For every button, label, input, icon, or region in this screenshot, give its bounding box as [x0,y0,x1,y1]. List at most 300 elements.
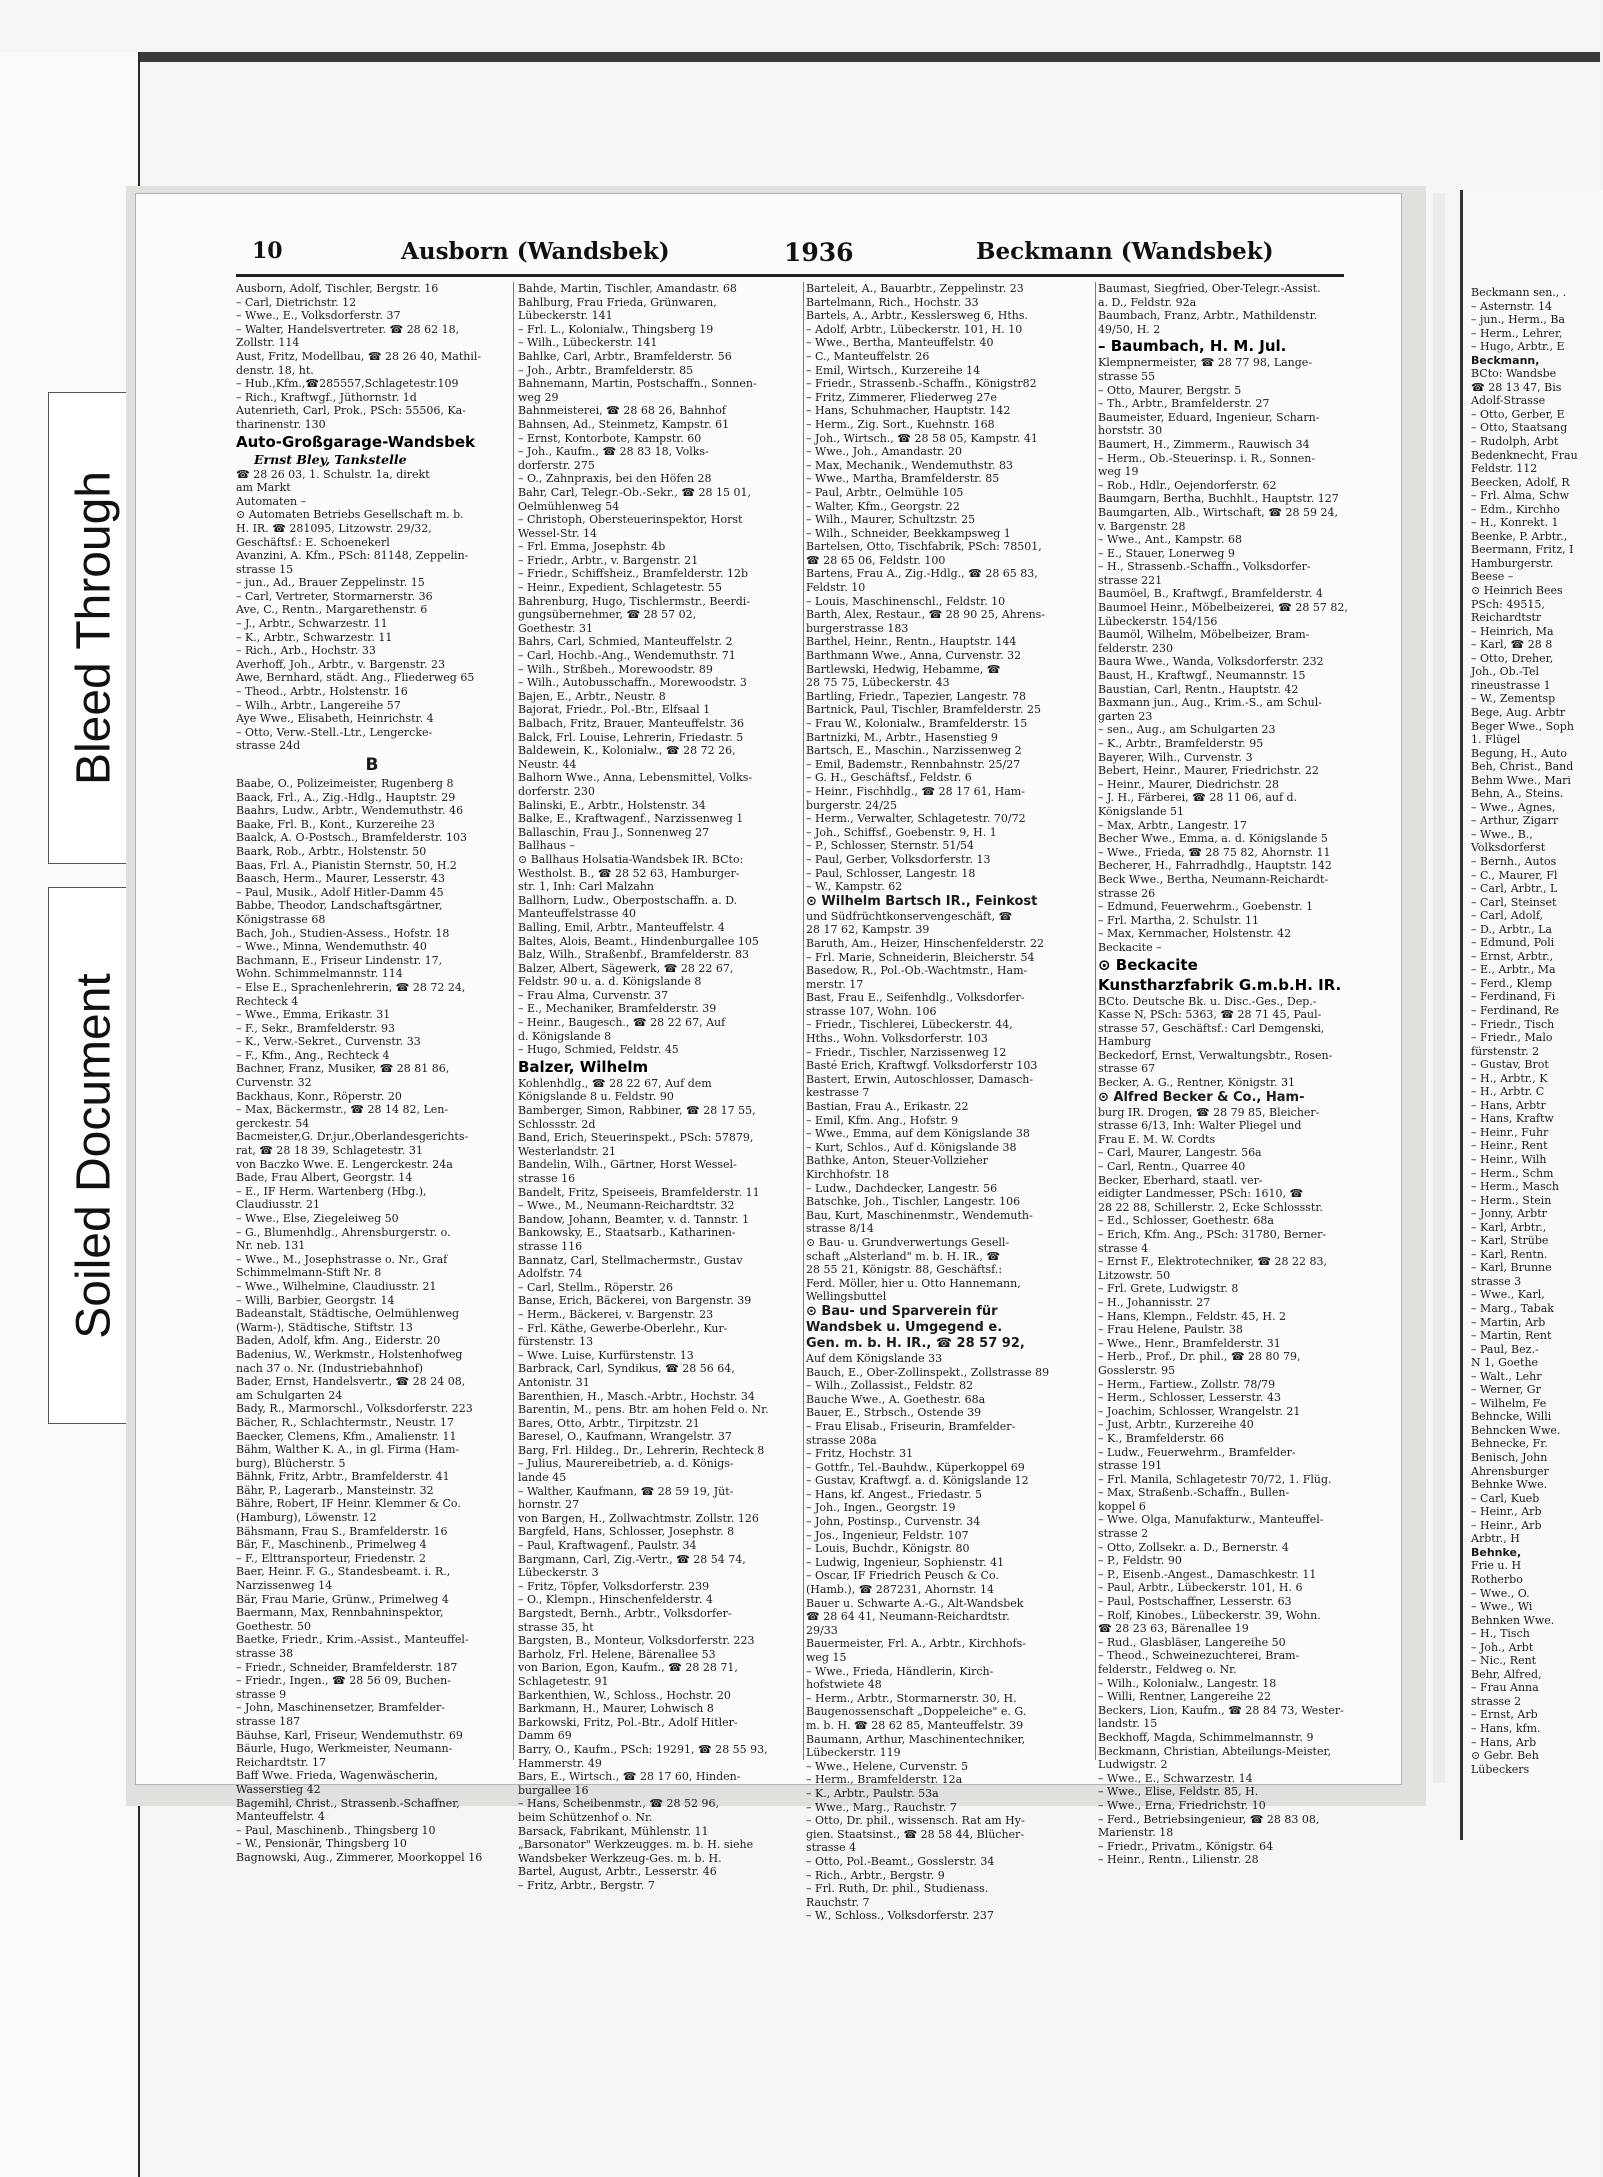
directory-entry: dorferstr. 275 [518,458,595,472]
directory-entry: strasse 15 [236,562,294,576]
directory-entry: Becker, A. G., Rentner, Königstr. 31 [1098,1076,1296,1090]
directory-entry: 28 55 21, Königstr. 88, Geschäftsf.: [806,1263,1003,1277]
directory-entry: Barth, Alex, Restaur., ☎ 28 90 25, Ahrens- [806,608,1046,622]
directory-entry: – Wwe., Else, Ziegeleiweg 50 [236,1212,399,1225]
directory-entry: Beckmann, Christian, Abteilungs-Meister, [1098,1744,1332,1758]
directory-entry: Gosslerstr. 95 [1098,1363,1176,1377]
directory-entry: Klempnermeister, ☎ 28 77 98, Lange- [1098,356,1313,370]
directory-entry: – Martin, Rent [1471,1329,1552,1343]
directory-entry: – Herm., Schlosser, Lesserstr. 43 [1098,1391,1282,1405]
directory-entry: Begung, H., Auto [1471,746,1567,760]
directory-entry: – Joh., Kaufm., ☎ 28 83 18, Volks- [518,445,709,459]
directory-entry: BCto. Deutsche Bk. u. Disc.-Ges., Dep.- [1098,994,1317,1008]
directory-entry: – Paul, Bez.- [1471,1342,1539,1356]
directory-entry: Barkowski, Fritz, Pol.-Btr., Adolf Hitler- [518,1715,738,1729]
directory-entry: – Wwe., Frieda, ☎ 28 75 82, Ahornstr. 11 [1098,845,1331,859]
directory-entry: Litzowstr. 50 [1098,1268,1171,1282]
directory-entry: Lübeckerstr. 3 [518,1566,599,1580]
directory-entry: – Heinr., Fischhdlg., ☎ 28 17 61, Ham- [806,784,1025,798]
directory-entry: strasse 38 [236,1647,294,1660]
directory-entry: Bartels, A., Arbtr., Kesslersweg 6, Hths. [806,309,1028,323]
directory-entry: Balzer, Albert, Sägewerk, ☎ 28 22 67, [518,961,734,975]
directory-entry: – Max, Arbtr., Langestr. 17 [1098,818,1247,832]
directory-entry: Becherer, H., Fahrradhdlg., Hauptstr. 142 [1098,859,1332,873]
column-4 [1098,282,1348,1867]
directory-entry: strasse 57, Geschäftsf.: Carl Demgenski, [1098,1021,1325,1035]
directory-entry: – Wilh., Zollassist., Feldstr. 82 [806,1379,974,1393]
directory-entry: Ludwigstr. 2 [1098,1758,1168,1772]
soiled-document-text: Soiled Document [67,972,121,1339]
directory-entry: denstr. 18, ht. [236,363,314,377]
directory-entry: – Ernst, Arbtr., [1471,949,1554,963]
directory-entry: hornstr. 27 [518,1498,580,1512]
directory-entry: – Herm., Lehrer, [1471,326,1563,340]
directory-entry: – Carl, Stellm., Röperstr. 26 [518,1280,673,1294]
directory-entry: – E., Arbtr., Ma [1471,963,1556,977]
directory-entry: Barholz, Frl. Helene, Bärenallee 53 [518,1647,716,1661]
directory-entry: burg IR. Drogen, ☎ 28 79 85, Bleicher- [1098,1105,1320,1119]
directory-entry: Marienstr. 18 [1098,1826,1174,1840]
directory-entry: lande 45 [518,1471,567,1485]
directory-entry: – Friedr., Schneider, Bramfelderstr. 187 [236,1660,458,1674]
directory-entry: Bargfeld, Hans, Schlosser, Josephstr. 8 [518,1525,735,1539]
column-divider [803,282,804,1760]
directory-entry: – Erich, Kfm. Ang., PSch: 31780, Berner- [1098,1228,1327,1241]
directory-entry: – Arthur, Zigarr [1471,814,1559,828]
directory-entry: Claudiusstr. 21 [236,1198,320,1212]
directory-entry: tharinenstr. 130 [236,417,326,431]
directory-entry: strasse 116 [518,1239,583,1253]
directory-entry: – Carl, Dietrichstr. 12 [236,295,357,309]
directory-entry: Aust, Fritz, Modellbau, ☎ 28 26 40, Mathil- [236,349,482,363]
directory-entry: – P., Feldstr. 90 [1098,1554,1182,1568]
directory-entry: Baldewein, K., Kolonialw., ☎ 28 72 26, [518,744,736,758]
directory-entry: Baresel, O., Kaufmann, Wrangelstr. 37 [518,1430,732,1444]
directory-entry: – Theod., Arbtr., Holstenstr. 16 [236,685,408,699]
directory-entry: – E., Stauer, Lonerweg 9 [1098,546,1235,560]
directory-entry: – Wwe., Wilhelmine, Claudiusstr. 21 [236,1279,437,1293]
directory-entry: Schlagetestr. 91 [518,1674,609,1688]
directory-entry: Bayerer, Wilh., Curvenstr. 3 [1098,750,1253,764]
directory-entry: ⊙ Bau- u. Grundverwertungs Gesell- [806,1235,1010,1249]
directory-entry: – Gottfr., Tel.-Bauhdw., Küperkoppel 69 [806,1460,1025,1474]
directory-entry: – Heinr., Wilh [1471,1153,1547,1166]
directory-entry: – H., Arbtr., K [1471,1071,1548,1085]
directory-entry: ⊙ Heinrich Bees [1471,584,1563,598]
directory-entry: Bahlburg, Frau Frieda, Grünwaren, [518,295,717,309]
directory-entry: – Hans, Kraftw [1471,1112,1554,1126]
directory-entry: Frie u. H [1471,1559,1522,1573]
column-divider [1095,282,1096,1760]
advertisement-entry: ⊙ Alfred Becker & Co., Ham- [1098,1089,1305,1105]
directory-entry: – Wwe., Erna, Friedrichstr. 10 [1098,1798,1266,1812]
directory-entry: Behncke, Willi [1471,1410,1552,1424]
directory-entry: Rotherbo [1471,1572,1523,1586]
directory-entry: – Hugo, Schmied, Feldstr. 45 [518,1043,679,1057]
directory-entry: – Fritz, Zimmerer, Fliederweg 27e [806,390,997,404]
directory-entry: Bader, Ernst, Handelsvertr., ☎ 28 24 08, [236,1375,466,1389]
directory-entry: Behn, A., Steins. [1471,787,1564,801]
directory-entry: – Paul, Postschaffner, Lesserstr. 63 [1098,1595,1292,1609]
directory-entry: Automaten – [236,494,307,508]
directory-entry: Avanzini, A. Kfm., PSch: 81148, Zeppelin- [236,549,469,563]
directory-entry: – Wilh., Kolonialw., Langestr. 18 [1098,1676,1277,1690]
directory-entry: – Rob., Hdlr., Oejendorferstr. 62 [1098,478,1277,492]
directory-entry: strasse 4 [1098,1241,1149,1255]
directory-entry: Bastert, Erwin, Autoschlosser, Damasch- [806,1072,1034,1086]
directory-entry: ☎ 28 65 06, Feldstr. 100 [806,553,946,567]
directory-entry: – Ferdinand, Fi [1471,990,1556,1004]
advertisement-entry: – Baumbach, H. M. Jul. [1098,337,1287,356]
directory-entry: Barkmann, H., Maurer, Lohwisch 8 [518,1702,714,1716]
directory-entry: Manteuffelstr. 4 [236,1810,325,1824]
directory-entry: Ave, C., Rentn., Margarethenstr. 6 [236,603,428,617]
directory-entry: Bähm, Walther K. A., in gl. Firma (Ham- [236,1443,460,1457]
directory-entry: – Frl. Alma, Schw [1471,489,1570,503]
directory-entry: – Martin, Arb [1471,1315,1546,1329]
advertisement-entry: ⊙ Beckacite [1098,955,1198,974]
directory-entry: – W., Zementsp [1471,692,1556,706]
directory-entry: – Rudolph, Arbt [1471,435,1559,449]
directory-entry: strasse 187 [236,1714,301,1728]
directory-entry: Beckmann sen., . [1471,286,1567,299]
directory-entry: Barthmann Wwe., Anna, Curvenstr. 32 [806,649,1022,663]
directory-entry: – Wwe., Emma, auf dem Königslande 38 [806,1127,1030,1141]
directory-entry: – F., Sekr., Bramfelderstr. 93 [236,1021,396,1035]
directory-entry: strasse 9 [236,1687,287,1701]
directory-entry: merstr. 17 [806,977,864,991]
directory-entry: – Gustav, Brot [1471,1058,1549,1072]
directory-entry: Baer, Heinr. F. G., Standesbeamt. i. R., [236,1565,451,1579]
directory-entry: Ballhorn, Ludw., Oberpostschaffn. a. D. [518,893,738,907]
directory-entry: Kirchhofstr. 18 [806,1168,890,1181]
directory-entry: – Karl, Strübe [1471,1234,1549,1248]
directory-entry: Ferd. Möller, hier u. Otto Hannemann, [806,1276,1021,1290]
directory-entry: – C., Maurer, Fl [1471,868,1558,882]
directory-entry: Barentin, M., pens. Btr. am hohen Feld o. Nr. [518,1403,769,1417]
directory-entry: strasse 67 [1098,1062,1156,1076]
directory-entry: – Ernst F., Elektrotechniker, ☎ 28 22 83, [1098,1255,1328,1269]
directory-entry: – E., Mechaniker, Bramfelderstr. 39 [518,1002,717,1016]
directory-entry: – Wwe., Helene, Curvenstr. 5 [806,1759,969,1773]
directory-entry: Lübeckerstr. 154/156 [1098,614,1218,628]
directory-entry: strasse 55 [1098,369,1156,383]
directory-entry: Beck Wwe., Bertha, Neumann-Reichardt- [1098,872,1329,886]
directory-entry: – K., Arbtr., Paulstr. 53a [806,1786,939,1800]
directory-entry: Westholst. B., ☎ 28 52 63, Hamburger- [518,866,740,880]
directory-entry: – Wwe., Elise, Feldstr. 85, H. [1098,1785,1259,1799]
column-divider [513,282,514,1760]
directory-entry: – P., Schlosser, Sternstr. 51/54 [806,839,975,853]
directory-entry: und Südfrüchtkonservengeschäft, ☎ [806,909,1013,923]
directory-entry: Bartens, Frau A., Zig.-Hdlg., ☎ 28 65 83, [806,567,1038,581]
directory-entry: – Hub.,Kfm.,☎285557,Schlagetestr.109 [236,377,459,391]
directory-entry: – Friedr., Privatm., Königstr. 64 [1098,1839,1274,1853]
directory-entry: Auf dem Königslande 33 [806,1351,943,1365]
directory-entry: 28 75 75, Lübeckerstr. 43 [806,676,950,690]
header-rule [236,274,1344,277]
directory-entry: ⊙ Ballhaus Holsatia-Wandsbek IR. BCto: [518,852,744,866]
directory-entry: – Fritz, Arbtr., Bergstr. 7 [518,1878,655,1892]
directory-entry: – O., Klempn., Hinschenfelderstr. 4 [518,1593,713,1607]
directory-entry: Lübeckerstr. 119 [806,1746,901,1760]
directory-entry: strasse 191 [1098,1459,1163,1473]
directory-entry: – Joh., Wirtsch., ☎ 28 58 05, Kampstr. 41 [806,431,1038,445]
directory-entry: – Wwe., Ant., Kampstr. 68 [1098,533,1243,547]
directory-entry: – Willi, Barbier, Georgstr. 14 [236,1293,395,1307]
directory-entry: – Wwe., Minna, Wendemuthstr. 40 [236,940,427,954]
directory-entry: – Hans, Schuhmacher, Hauptstr. 142 [806,404,1011,418]
directory-entry: Baumast, Siegfried, Ober-Telegr.-Assist. [1098,282,1321,295]
directory-entry: Frau E. M. W. Cordts [1098,1132,1216,1146]
directory-entry: Bauer u. Schwarte A.-G., Alt-Wandsbek [806,1596,1024,1610]
directory-entry: Averhoff, Joh., Arbtr., v. Bargenstr. 23 [236,657,445,671]
directory-entry: Beckers, Lion, Kaufm., ☎ 28 84 73, Wester- [1098,1703,1344,1717]
directory-entry: Baecker, Clemens, Kfm., Amalienstr. 11 [236,1429,457,1443]
directory-entry: – Carl, Hochb.-Ang., Wendemuthstr. 71 [518,649,736,663]
directory-entry: Bartnick, Paul, Tischler, Bramfelderstr. 25 [806,703,1041,717]
directory-entry: Beermann, Fritz, I [1471,543,1574,557]
advertisement-entry: Gen. m. b. H. IR., ☎ 28 57 92, [806,1335,1025,1351]
directory-entry: – W., Kampstr. 62 [806,880,903,894]
directory-entry: – Max, Mechanik., Wendemuthstr. 83 [806,458,1014,472]
directory-entry: Basedow, R., Pol.-Ob.-Wachtmstr., Ham- [806,964,1028,978]
directory-entry: – Rich., Arb., Hochstr. 33 [236,644,376,658]
directory-entry: – Herm., Zig. Sort., Kuehnstr. 168 [806,417,995,431]
directory-entry: – Frl. Ruth, Dr. phil., Studienass. [806,1882,989,1896]
directory-entry: Bauer, E., Strbsch., Ostende 39 [806,1406,982,1420]
directory-entry: Adolf-Strasse [1471,394,1546,408]
directory-entry: „Barsonator" Werkzeugges. m. b. H. siehe [518,1838,754,1852]
directory-entry: – Otto, Zollsekr. a. D., Bernerstr. 4 [1098,1540,1289,1554]
directory-entry: rineustrasse 1 [1471,678,1551,692]
directory-entry: Aye Wwe., Elisabeth, Heinrichstr. 4 [236,712,434,726]
directory-entry: – H., Tisch [1471,1627,1530,1641]
directory-entry: garten 23 [1098,709,1153,723]
directory-entry: – H., Konrekt. 1 [1471,516,1559,530]
directory-entry: Behnke Wwe. [1471,1478,1548,1492]
directory-entry: – Ernst, Kontorbote, Kampstr. 60 [518,431,702,445]
directory-entry: Bähre, Robert, IF Heinr. Klemmer & Co. [236,1497,461,1511]
directory-entry: strasse 26 [1098,886,1156,900]
directory-entry: Schlossstr. 2d [518,1117,596,1131]
directory-entry: Bähr, P., Lagerarb., Mansteinstr. 32 [236,1483,434,1497]
directory-entry: Schimmelmann-Stift Nr. 8 [236,1266,382,1280]
directory-entry: – Heinr., Rentn., Lilienstr. 28 [1098,1853,1259,1867]
directory-entry: Barteleit, A., Bauarbtr., Zeppelinstr. 23 [806,282,1024,295]
directory-entry: – Herm., Stein [1471,1193,1552,1207]
directory-entry: – Paul, Kraftwagenf., Paulstr. 34 [518,1539,697,1553]
directory-entry: Bajen, E., Arbtr., Neustr. 8 [518,689,666,703]
directory-entry: strasse 221 [1098,573,1163,587]
directory-entry: Baust, H., Kraftwgf., Neumannstr. 15 [1098,669,1306,683]
directory-entry: Bauch, E., Ober-Zollinspekt., Zollstrasse 89 [806,1365,1050,1379]
directory-entry: – Wwe., M., Neumann-Reichardtstr. 32 [518,1199,735,1213]
directory-entry: – Karl, Brunne [1471,1261,1552,1275]
directory-entry: – Ed., Schlosser, Goethestr. 68a [1098,1214,1274,1228]
directory-entry: – Fritz, Töpfer, Volksdorferstr. 239 [518,1579,710,1593]
directory-entry: Barthel, Heinr., Rentn., Hauptstr. 144 [806,635,1017,649]
directory-entry: – Ludwig, Ingenieur, Sophienstr. 41 [806,1555,1005,1569]
directory-entry: – J., Arbtr., Schwarzestr. 11 [236,617,388,631]
page-number: 10 [252,238,283,264]
directory-entry: strasse 24d [236,739,301,753]
directory-entry: Bargmann, Carl, Zig.-Vertr., ☎ 28 54 74, [518,1552,746,1566]
directory-entry: – Herm., Masch [1471,1180,1559,1194]
directory-entry: Bauche Wwe., A. Goethestr. 68a [806,1392,986,1406]
directory-entry: felderstr. 230 [1098,641,1174,655]
directory-entry: – Wwe., Karl, [1471,1288,1545,1302]
directory-entry: Lübeckers [1471,1762,1530,1776]
directory-entry: Baumert, H., Zimmerm., Rauwisch 34 [1098,437,1310,451]
directory-entry: koppel 6 [1098,1499,1146,1513]
directory-entry: – J. H., Färberei, ☎ 28 11 06, auf d. [1098,791,1298,805]
directory-entry: – Adolf, Arbtr., Lübeckerstr. 101, H. 10 [806,322,1023,336]
directory-entry: Goethestr. 31 [518,621,594,635]
directory-entry: – Friedr., Tisch [1471,1017,1555,1031]
directory-entry: Bahnemann, Martin, Postschaffn., Sonnen- [518,377,757,391]
directory-entry: – Friedr., Arbtr., v. Bargenstr. 21 [518,553,699,567]
directory-entry: fürstenstr. 2 [1471,1044,1540,1058]
directory-entry: Beckacite – [1098,940,1162,954]
directory-entry: strasse 208a [806,1433,877,1447]
directory-entry: – Paul, Musik., Adolf Hitler-Damm 45 [236,885,444,899]
directory-entry: – Frl. L., Kolonialw., Thingsberg 19 [518,322,714,336]
directory-entry: am Schulgarten 24 [236,1388,343,1402]
directory-entry: Baermann, Max, Rennbahninspektor, [236,1606,444,1620]
directory-entry: – Ferd., Klemp [1471,976,1553,990]
directory-entry: ⊙ Automaten Betriebs Gesellschaft m. b. [236,508,464,522]
directory-entry: – Frau W., Kolonialw., Bramfelderstr. 15 [806,717,1028,730]
directory-entry: Beger Wwe., Soph [1471,719,1574,733]
directory-entry: Nr. neb. 131 [236,1239,306,1253]
directory-entry: weg 19 [1098,465,1139,479]
directory-entry: a. D., Feldstr. 92a [1098,295,1197,309]
directory-entry: – Wwe., B., [1471,827,1533,841]
directory-entry: burgerstrasse 183 [806,621,909,635]
directory-entry: – Frau Anna [1471,1681,1539,1695]
directory-entry: Bahde, Martin, Tischler, Amandastr. 68 [518,282,737,295]
directory-entry: – H., Johannisstr. 27 [1098,1295,1211,1309]
directory-entry: – Herm., Verwalter, Schlagetestr. 70/72 [806,812,1026,826]
directory-entry: strasse 3 [1471,1274,1522,1288]
directory-entry: gerckestr. 54 [236,1116,310,1130]
directory-entry: schaft „Alsterland" m. b. H. IR., ☎ [806,1249,1001,1263]
directory-entry: – Werner, Gr [1471,1383,1541,1397]
directory-entry: nach 37 o. Nr. (Industriebahnhof) [236,1361,424,1375]
directory-entry: – Rich., Arbtr., Bergstr. 9 [806,1868,945,1882]
directory-entry: Hamburg [1098,1035,1152,1049]
directory-entry: ☎ 28 26 03, 1. Schulstr. 1a, direkt [236,467,430,481]
directory-entry: Bacmeister,G. Dr.jur.,Oberlandesgerichts- [236,1130,469,1144]
directory-entry: – Carl, Steinset [1471,895,1557,909]
directory-entry: Feldstr. 10 [806,581,866,595]
directory-entry: Banse, Erich, Bäckerei, von Bargenstr. 39 [518,1294,752,1308]
next-page-column [1471,286,1601,1776]
directory-entry: – Walther, Kaufmann, ☎ 28 59 19, Jüt- [518,1484,734,1498]
directory-entry: Bartel, August, Arbtr., Lesserstr. 46 [518,1865,717,1879]
directory-entry: – Friedr., Ingen., ☎ 28 56 09, Buchen- [236,1674,451,1688]
directory-entry: – Wilh., Lübeckerstr. 141 [518,336,658,350]
directory-entry: von Baczko Wwe. E. Lengerckestr. 24a [236,1157,453,1171]
directory-entry: – Karl, Arbtr., [1471,1220,1547,1234]
directory-entry: 28 17 62, Kampstr. 39 [806,923,930,937]
directory-entry: Badeanstalt, Städtische, Oelmühlenweg [236,1307,460,1321]
directory-entry: Baumgarten, Alb., Wirtschaft, ☎ 28 59 24, [1098,505,1338,519]
directory-entry: weg 15 [806,1651,847,1664]
directory-entry: Bachner, Franz, Musiker, ☎ 28 81 86, [236,1062,450,1076]
directory-entry: – Wwe. Luise, Kurfürstenstr. 13 [518,1348,694,1362]
directory-entry: – Carl, Rentn., Quarree 40 [1098,1160,1246,1174]
directory-entry: str. 1, Inh: Carl Malzahn [518,880,654,894]
directory-entry: – Fritz, Hochstr. 31 [806,1447,914,1461]
section-letter: B [365,755,379,775]
directory-entry: – Carl, Adolf, [1471,909,1544,923]
directory-entry: strasse 35, ht [518,1620,594,1634]
directory-entry: Bauermeister, Frl. A., Arbtr., Kirchhofs- [806,1637,1026,1651]
directory-entry: Bartelsen, Otto, Tischfabrik, PSch: 78501, [806,540,1042,554]
directory-entry: – Otto, Dreher, [1471,651,1554,665]
directory-entry: – Christoph, Obersteuerinspektor, Horst [518,513,743,527]
directory-entry: – Otto, Verw.-Stell.-Ltr., Lengercke- [236,725,433,739]
directory-entry: Bäurle, Hugo, Werkmeister, Neumann- [236,1742,453,1756]
directory-entry: – Ludw., Dachdecker, Langestr. 56 [806,1181,998,1195]
directory-entry: – Frau Alma, Curvenstr. 37 [518,988,669,1002]
directory-entry: – H., Arbtr. C [1471,1085,1545,1099]
directory-entry: Barry, O., Kaufm., PSch: 19291, ☎ 28 55 93, [518,1742,768,1756]
directory-entry: – Ferd., Betriebsingenieur, ☎ 28 83 08, [1098,1812,1320,1826]
directory-entry: Narzissenweg 14 [236,1579,333,1593]
directory-entry: – Herm., Ob.-Steuerinsp. i. R., Sonnen- [1098,451,1316,465]
directory-entry: – Wwe., Wi [1471,1600,1533,1614]
directory-entry: Balke, E., Kraftwagenf., Narzissenweg 1 [518,812,744,826]
directory-entry: Barkenthien, W., Schloss., Hochstr. 20 [518,1688,731,1702]
directory-entry: Band, Erich, Steuerinspekt., PSch: 57879, [518,1131,754,1145]
directory-entry: Bäuhse, Karl, Friseur, Wendemuthstr. 69 [236,1728,463,1742]
directory-entry: – Edmund, Poli [1471,936,1555,950]
directory-entry: Awe, Bernhard, städt. Ang., Fliederweg 65 [236,671,475,685]
directory-entry: – Heinr., Maurer, Diedrichstr. 28 [1098,777,1279,791]
directory-entry: Bartsch, E., Maschin., Narzissenweg 2 [806,744,1022,758]
directory-entry: Baden, Adolf, kfm. Ang., Eiderstr. 20 [236,1334,441,1348]
advertisement-entry: Balzer, Wilhelm [518,1057,649,1076]
directory-entry: – Walt., Lehr [1471,1369,1542,1383]
advertisement-entry: Kunstharzfabrik G.m.b.H. IR. [1098,975,1342,994]
directory-entry: – Heinr., Rent [1471,1139,1548,1153]
directory-entry: Bahr, Carl, Telegr.-Ob.-Sekr., ☎ 28 15 01, [518,485,752,499]
directory-entry: – Frl. Emma, Josephstr. 4b [518,540,666,554]
directory-entry: – Heinr., Baugesch., ☎ 28 22 67, Auf [518,1016,726,1030]
directory-entry: felderstr., Feldweg o. Nr. [1098,1663,1237,1676]
directory-entry: – Joachim, Schlosser, Wrangelstr. 21 [1098,1404,1301,1418]
directory-entry: – Wwe., M., Josephstrasse o. Nr., Graf [236,1252,448,1266]
directory-entry: Beh, Christ., Band [1471,760,1574,774]
directory-entry: m. b. H. ☎ 28 62 85, Manteuffelstr. 39 [806,1718,1024,1732]
directory-entry: – Frau Helene, Paulstr. 38 [1098,1323,1243,1337]
directory-entry: N 1, Goethe [1471,1356,1539,1370]
directory-entry: Bahlke, Carl, Arbtr., Bramfelderstr. 56 [518,349,732,363]
directory-entry: – jun., Ad., Brauer Zeppelinstr. 15 [236,576,425,590]
directory-entry: Baxmann jun., Aug., Krim.-S., am Schul- [1098,696,1322,710]
directory-entry: Batschke, Joh., Tischler, Langestr. 106 [806,1195,1021,1209]
directory-entry: – Friedr., Schiffsheiz., Bramfelderstr. 12b [518,567,749,581]
directory-entry: – Else E., Sprachenlehrerin, ☎ 28 72 24, [236,980,466,994]
directory-entry: Wandsbeker Werkzeug-Ges. m. b. H. [518,1851,722,1865]
directory-entry: – jun., Herm., Ba [1471,313,1565,327]
column-3 [806,282,1093,1923]
directory-entry: Beckedorf, Ernst, Verwaltungsbtr., Rosen- [1098,1048,1333,1062]
directory-entry: – Wilh., Autobusschaffn., Morewoodstr. 3 [518,676,747,690]
